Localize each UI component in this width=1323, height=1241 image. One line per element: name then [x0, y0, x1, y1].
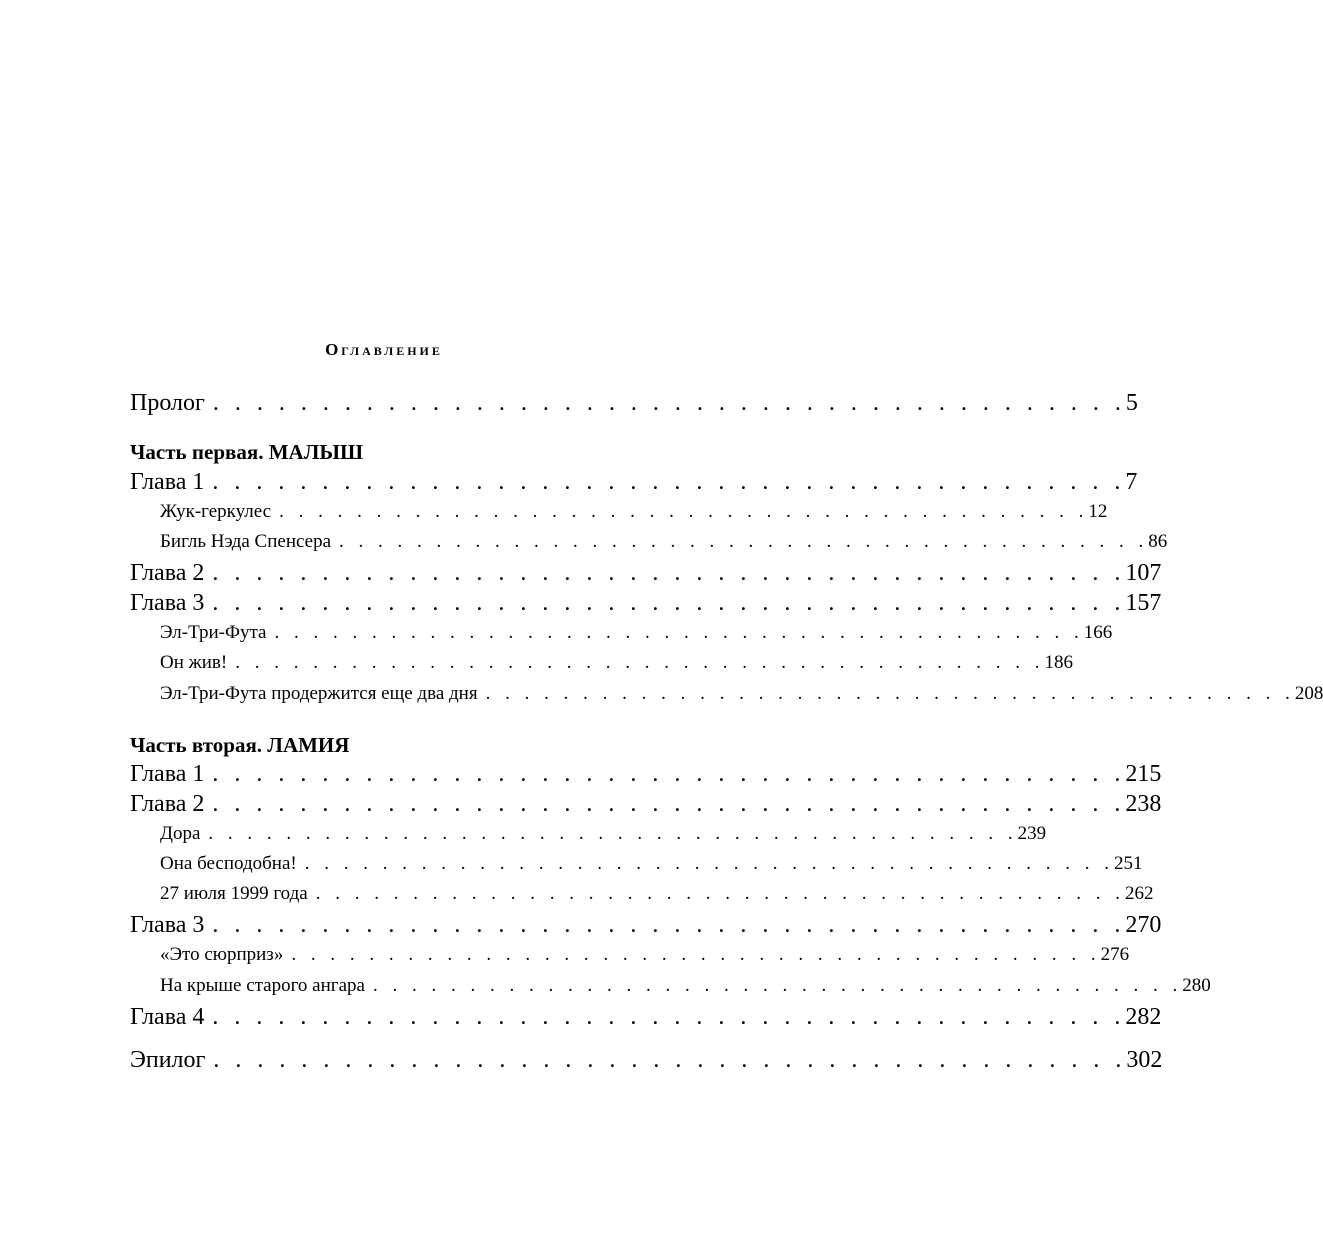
- leader-dots: . . . . . . . . . . . . . . . . . . . . . . . . . . . . . . . . . . . . . . . . . .: [212, 590, 1126, 616]
- toc-entry-page: 215: [1125, 761, 1162, 787]
- toc-entry[interactable]: [130, 590, 1162, 620]
- toc-entry-page: 282: [1125, 1004, 1162, 1030]
- toc-entry-label: Бигль Нэда Спенсера: [160, 531, 332, 552]
- toc-entry-label: Эл-Три-Фута: [160, 622, 267, 643]
- toc-entry-label: Глава 3: [130, 590, 205, 616]
- toc-entry-page: 86: [1148, 531, 1168, 552]
- toc-entry-page: 107: [1125, 560, 1162, 586]
- toc-entry-label: Дора: [160, 823, 201, 844]
- leader-dots: . . . . . . . . . . . . . . . . . . . . . . . . . . . . . . . . . . . . . . . . . .: [212, 912, 1126, 938]
- toc-entry[interactable]: [130, 761, 1162, 791]
- page-title: [0, 340, 768, 360]
- leader-dots: . . . . . . . . . . . . . . . . . . . . . . . . . . . . . . . . . . . . . . . . . .: [372, 975, 1183, 996]
- leader-dots: . . . . . . . . . . . . . . . . . . . . . . . . . . . . . . . . . . . . . . . . . .: [212, 791, 1126, 817]
- leader-dots: . . . . . . . . . . . . . . . . . . . . . . . . . . . . . . . . . . . . . . . . . .: [315, 883, 1125, 904]
- toc-entry-label: Эл-Три-Фута продержится еще два дня: [160, 683, 478, 704]
- toc-entry-label: Глава 4: [130, 1004, 205, 1030]
- toc-entry[interactable]: [130, 560, 1162, 590]
- toc-entry[interactable]: [160, 622, 1113, 652]
- leader-dots: . . . . . . . . . . . . . . . . . . . . . . . . . . . . . . . . . . . . . . . . . .: [274, 622, 1084, 643]
- toc-entry[interactable]: [160, 944, 1130, 974]
- leader-dots: . . . . . . . . . . . . . . . . . . . . . . . . . . . . . . . . . . . . . . . . . .: [212, 761, 1126, 787]
- leader-dots: . . . . . . . . . . . . . . . . . . . . . . . . . . . . . . . . . . . . . . . . . .: [212, 1004, 1126, 1030]
- leader-dots: . . . . . . . . . . . . . . . . . . . . . . . . . . . . . . . . . . . . . . . . . .: [213, 1047, 1127, 1073]
- toc-entry-label: Он жив!: [160, 652, 228, 673]
- toc-entry-page: 208: [1294, 683, 1323, 704]
- toc-entry-label: Жук-геркулес: [160, 501, 272, 522]
- toc-entry-page: 270: [1125, 912, 1162, 938]
- toc-entry[interactable]: [160, 853, 1143, 883]
- toc-entry-label: Глава 1: [130, 761, 205, 787]
- leader-dots: . . . . . . . . . . . . . . . . . . . . . . . . . . . . . . . . . . . . . . . . . .: [291, 944, 1101, 965]
- toc-entry-label: Глава 2: [130, 560, 205, 586]
- toc-entry-label: «Это сюрприз»: [160, 944, 284, 965]
- toc-entry-page: 5: [1125, 390, 1138, 416]
- leader-dots: . . . . . . . . . . . . . . . . . . . . . . . . . . . . . . . . . . . . . . . . . .: [235, 652, 1045, 673]
- toc-entry-page: 302: [1126, 1047, 1163, 1073]
- toc-entry[interactable]: [130, 469, 1138, 499]
- toc-entry[interactable]: [130, 1004, 1162, 1034]
- leader-dots: . . . . . . . . . . . . . . . . . . . . . . . . . . . . . . . . . . . . . . . . . .: [212, 560, 1126, 586]
- toc-entry-label: Глава 3: [130, 912, 205, 938]
- leader-dots: . . . . . . . . . . . . . . . . . . . . . . . . . . . . . . . . . . . . . . . . . .: [212, 469, 1126, 495]
- toc-entry-page: 262: [1124, 883, 1154, 904]
- toc-entry-label: Эпилог: [130, 1047, 206, 1073]
- toc-entry[interactable]: [160, 652, 1073, 682]
- leader-dots: . . . . . . . . . . . . . . . . . . . . . . . . . . . . . . . . . . . . . . . . . .: [485, 683, 1295, 704]
- toc-entry[interactable]: [160, 531, 1168, 561]
- toc-entry[interactable]: [160, 883, 1154, 913]
- leader-dots: . . . . . . . . . . . . . . . . . . . . . . . . . . . . . . . . . . . . . . . . . .: [212, 390, 1126, 416]
- toc-entry[interactable]: [130, 791, 1162, 821]
- leader-dots: . . . . . . . . . . . . . . . . . . . . . . . . . . . . . . . . . . . . . . . . . .: [208, 823, 1018, 844]
- toc-entry-label: 27 июля 1999 года: [160, 883, 308, 904]
- toc-entry-page: 238: [1125, 791, 1162, 817]
- toc-entry-page: 239: [1017, 823, 1047, 844]
- toc-entry-page: 166: [1083, 622, 1113, 643]
- toc-entry-label: Глава 1: [130, 469, 205, 495]
- toc-entry-prolog[interactable]: [130, 390, 1138, 420]
- toc-entry[interactable]: [160, 823, 1047, 853]
- toc-entry-page: 276: [1100, 944, 1130, 965]
- toc-entry-label: Пролог: [130, 390, 205, 416]
- leader-dots: . . . . . . . . . . . . . . . . . . . . . . . . . . . . . . . . . . . . . . . . . .: [304, 853, 1114, 874]
- leader-dots: . . . . . . . . . . . . . . . . . . . . . . . . . . . . . . . . . . . . . . . . . .: [279, 501, 1089, 522]
- part-heading-2: Часть вторая. ЛАМИЯ: [130, 733, 350, 757]
- toc-entry-label: Она бесподобна!: [160, 853, 297, 874]
- leader-dots: . . . . . . . . . . . . . . . . . . . . . . . . . . . . . . . . . . . . . . . . . .: [339, 531, 1149, 552]
- toc-entry-label: Глава 2: [130, 791, 205, 817]
- toc-entry[interactable]: [160, 975, 1211, 1005]
- toc-entry[interactable]: [130, 912, 1162, 942]
- toc-entry[interactable]: [160, 501, 1108, 531]
- toc-entry-page: 186: [1044, 652, 1073, 673]
- toc-entry-epilog[interactable]: [130, 1047, 1163, 1077]
- page-title-text: Оглавление: [325, 340, 443, 359]
- toc-entry-page: 280: [1182, 975, 1211, 996]
- toc-entry-page: 157: [1125, 590, 1162, 616]
- toc-entry-page: 12: [1088, 501, 1108, 522]
- toc-entry-page: 251: [1113, 853, 1143, 874]
- toc-entry-label: На крыше старого ангара: [160, 975, 365, 996]
- part-heading-1: Часть первая. МАЛЫШ: [130, 440, 364, 464]
- toc-entry[interactable]: [160, 683, 1323, 713]
- toc-entry-page: 7: [1125, 469, 1138, 495]
